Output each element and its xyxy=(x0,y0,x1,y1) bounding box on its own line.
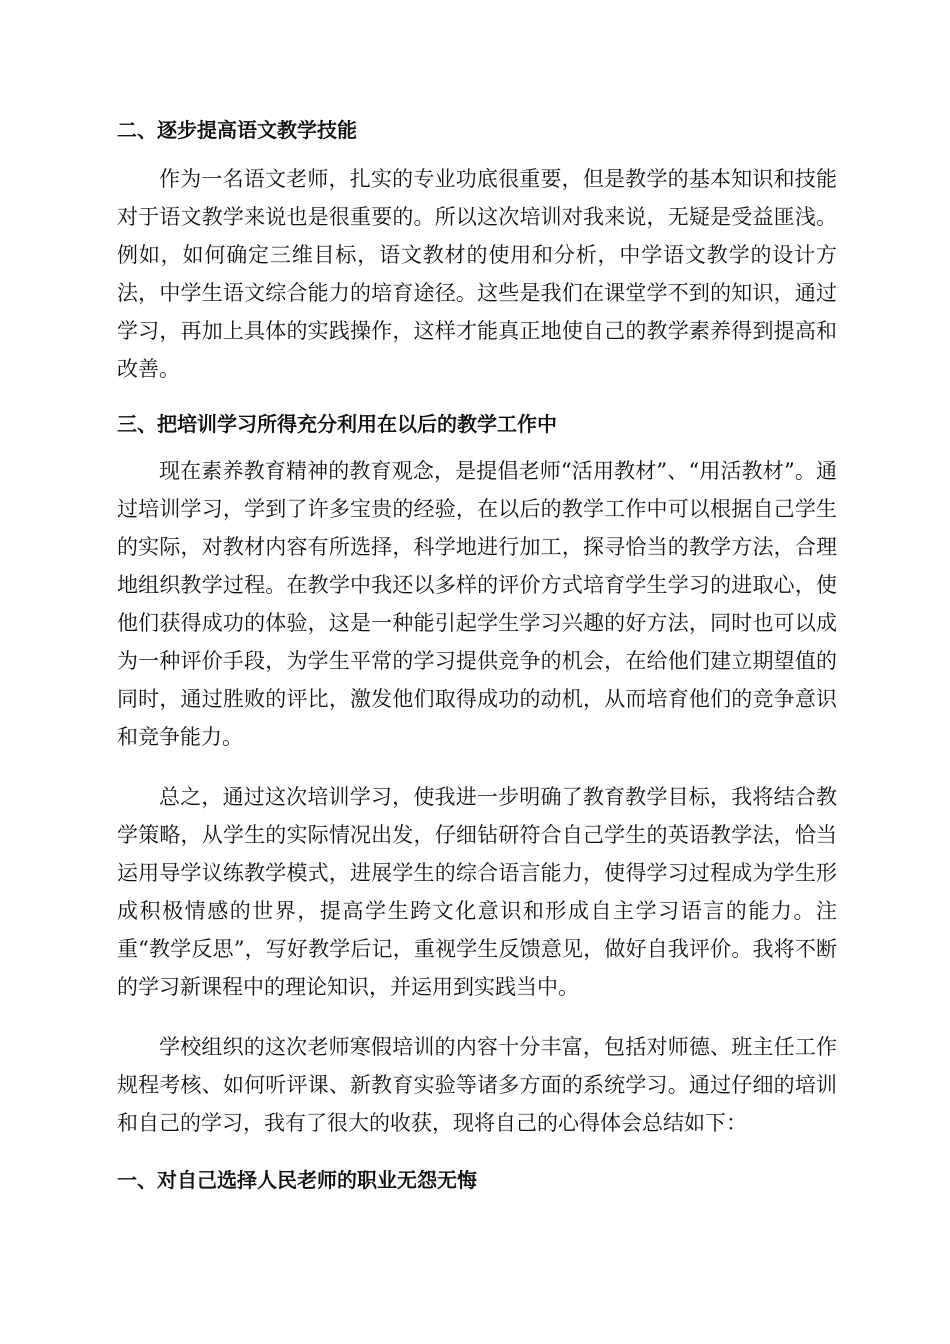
paragraph-winter-training: 学校组织的这次老师寒假培训的内容十分丰富，包括对师德、班主任工作规程考核、如何听评课、新教育实验等诸多方面的系统学习。通过仔细的培训和自己的学习，我有了很大的收获，现将自己的心得体会总结如下： xyxy=(117,1035,837,1135)
paragraph-teaching-skills: 作为一名语文老师，扎实的专业功底很重要，但是教学的基本知识和技能对于语文教学来说也是很重要的。所以这次培训对我来说，无疑是受益匪浅。例如，如何确定三维目标，语文教材的使用和分析，中学语文教学的设计方法，中学生语文综合能力的培育途径。这些是我们在课堂学不到的知识，通过学习，再加上具体的实践操作，这样才能真正地使自己的教学素养得到提高和改善。 xyxy=(117,167,837,381)
section-heading-improve-skills: 二、逐步提高语文教学技能 xyxy=(117,118,357,142)
section-heading-no-regrets: 一、对自己选择人民老师的职业无怨无悔 xyxy=(117,1168,477,1192)
section-heading-apply-training: 三、把培训学习所得充分利用在以后的教学工作中 xyxy=(117,412,557,436)
document-page xyxy=(117,112,837,1198)
paragraph-apply-training: 现在素养教育精神的教育观念，是提倡老师“活用教材”、“用活教材”。通过培训学习，学到了许多宝贵的经验，在以后的教学工作中可以根据自己学生的实际，对教材内容有所选择，科学地进行加工，探寻恰当的教学方法，合理地组织教学过程。在教学中我还以多样的评价方式培育学生学习的进取心，使他们获得成功的体验，这是一种能引起学生学习兴趣的好方法，同时也可以成为一种评价手段，为学生平常的学习提供竞争的机会，在给他们建立期望值的同时，通过胜败的评比，激发他们取得成功的动机，从而培育他们的竞争意识和竞争能力。 xyxy=(117,459,837,749)
paragraph-summary: 总之，通过这次培训学习，使我进一步明确了教育教学目标，我将结合教学策略，从学生的实际情况出发，仔细钻研符合自己学生的英语教学法，恰当运用导学议练教学模式，进展学生的综合语言能力，使得学习过程成为学生形成积极情感的世界，提高学生跨文化意识和形成自主学习语言的能力。注重“教学反思”，写好教学后记，重视学生反馈意见，做好自我评价。我将不断的学习新课程中的理论知识，并运用到实践当中。 xyxy=(117,785,837,999)
